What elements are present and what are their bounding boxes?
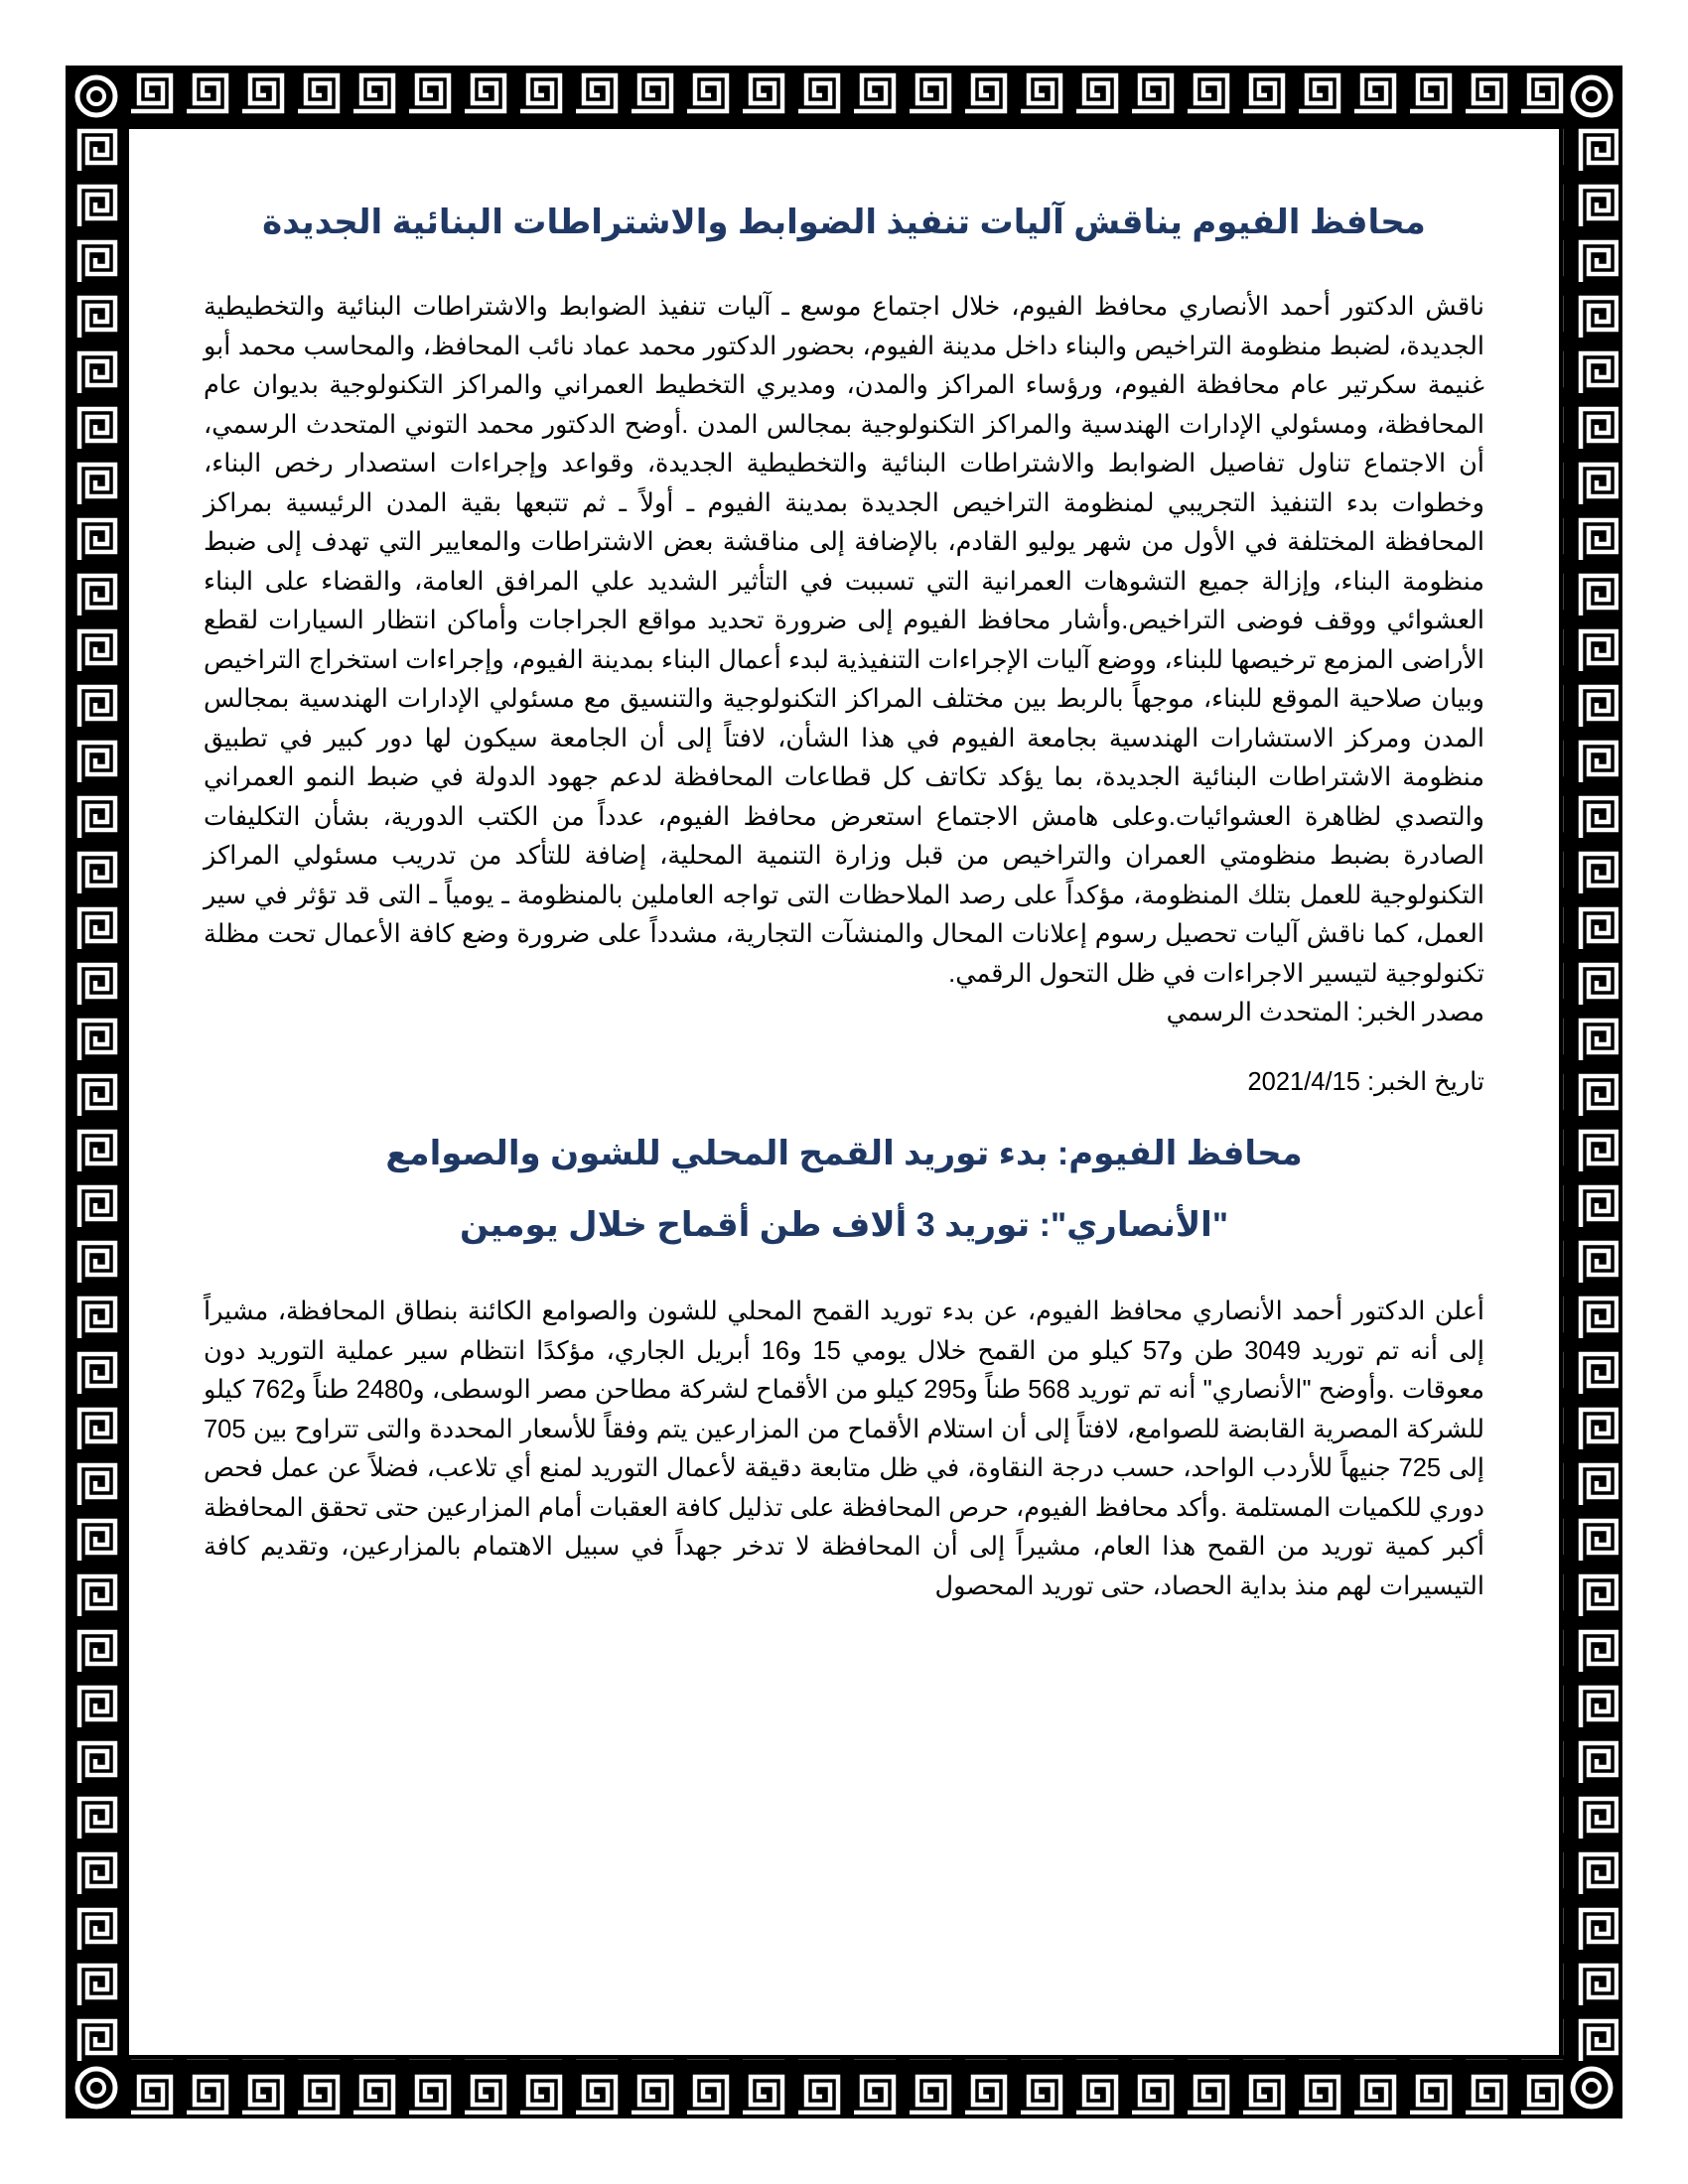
page-content <box>204 179 1484 1985</box>
article1-date: تاريخ الخبر: 2021/4/15 <box>1247 1067 1484 1096</box>
article1-title: محافظ الفيوم يناقش آليات تنفيذ الضوابط والاشتراطات البنائية الجديدة <box>262 204 1426 241</box>
article2-body: أعلن الدكتور أحمد الأنصاري محافظ الفيوم، عن بدء توريد القمح المحلي للشون والصوامع الكائنة بنطاق المحافظة، مشيراً إلى أنه تم توريد 3049 طن و57 كيلو من القمح خلال يومي 15 و16 أبريل الجاري، مؤكدًا انتظام سير عملية التوريد دون معوقات .وأوضح "الأنصاري" أنه تم توريد 568 طناً و295 كيلو من الأقماح لشركة مطاحن مصر الوسطى، و2480 طناً و762 كيلو للشركة المصرية القابضة للصوامع، لافتاً إلى أن استلام الأقماح من المزارعين يتم وفقاً للأسعار المحددة والتى تتراوح بين 705 إلى 725 جنيهاً للأردب الواحد، حسب درجة النقاوة، في ظل متابعة دقيقة لأعمال التوريد لمنع أي تلاعب، فضلاً عن عمل فحص دوري للكميات المستلمة .وأكد محافظ الفيوم، حرص المحافظة على تذليل كافة العقبات أمام المزارعين حتى تحقق المحافظة أكبر كمية توريد من القمح هذا العام، مشيراً إلى أن المحافظة لا تدخر جهداً في سبيل الاهتمام بالمزارعين، وتقديم كافة التيسيرات لهم منذ بداية الحصاد، حتى توريد المحصول <box>204 1297 1484 1600</box>
article2-title-line2: "الأنصاري": توريد 3 ألاف طن أقماح خلال يومين <box>460 1206 1228 1244</box>
article2-title-line1: محافظ الفيوم: بدء توريد القمح المحلي للشون والصوامع <box>385 1135 1303 1172</box>
article1-source: مصدر الخبر: المتحدث الرسمي <box>1166 999 1484 1026</box>
article1-body: ناقش الدكتور أحمد الأنصاري محافظ الفيوم، خلال اجتماع موسع ـ آليات تنفيذ الضوابط والاشتراطات البنائية والتخطيطية الجديدة، لضبط منظومة التراخيص والبناء داخل مدينة الفيوم، بحضور الدكتور محمد عماد نائب المحافظ، والمحاسب محمد أبو غنيمة سكرتير عام محافظة الفيوم، ورؤساء المراكز والمدن، ومديري التخطيط العمراني والمراكز التكنولوجية بديوان عام المحافظة، ومسئولي الإدارات الهندسية والمراكز التكنولوجية بمجالس المدن .أوضح الدكتور محمد التوني المتحدث الرسمي، أن الاجتماع تناول تفاصيل الضوابط والاشتراطات البنائية والتخطيطية الجديدة، وقواعد وإجراءات استصدار رخص البناء، وخطوات بدء التنفيذ التجريبي لمنظومة التراخيص الجديدة بمدينة الفيوم ـ أولاً ـ ثم تتبعها بقية المدن الرئيسية بمراكز المحافظة المختلفة في الأول من شهر يوليو القادم، بالإضافة إلى مناقشة بعض الاشتراطات والمعايير التي تهدف إلى ضبط منظومة البناء، وإزالة جميع التشوهات العمرانية التي تسببت في التأثير الشديد علي المرافق العامة، والقضاء على البناء العشوائي ووقف فوضى التراخيص.وأشار محافظ الفيوم إلى ضرورة تحديد مواقع الجراجات وأماكن انتظار السيارات لقطع الأراضى المزمع ترخيصها للبناء، ووضع آليات الإجراءات التنفيذية لبدء أعمال البناء بمدينة الفيوم، وإجراءات استخراج التراخيص وبيان صلاحية الموقع للبناء، موجهاً بالربط بين مختلف المراكز التكنولوجية والتنسيق مع مسئولي الإدارات الهندسية بمجالس المدن ومركز الاستشارات الهندسية بجامعة الفيوم في هذا الشأن، لافتاً إلى أن الجامعة سيكون لها دور كبير في تطبيق منظومة الاشتراطات البنائية الجديدة، بما يؤكد تكاتف كل قطاعات المحافظة لدعم جهود الدولة في ضبط النمو العمراني والتصدي لظاهرة العشوائيات.وعلى هامش الاجتماع استعرض محافظ الفيوم، عدداً من الكتب الدورية، بشأن التكليفات الصادرة بضبط منظومتي العمران والتراخيص من قبل وزارة التنمية المحلية، إضافة للتأكد من تدريب مسئولي المراكز التكنولوجية للعمل بتلك المنظومة، مؤكداً على رصد الملاحظات التى تواجه العاملين بالمنظومة ـ يومياً ـ التى قد تؤثر في سير العمل، كما ناقش آليات تحصيل رسوم إعلانات المحال والمنشآت التجارية، مشدداً على ضرورة وضع كافة الأعمال تحت مظلة تكنولوجية لتيسير الاجراءات في ظل التحول الرقمي. <box>204 293 1484 988</box>
